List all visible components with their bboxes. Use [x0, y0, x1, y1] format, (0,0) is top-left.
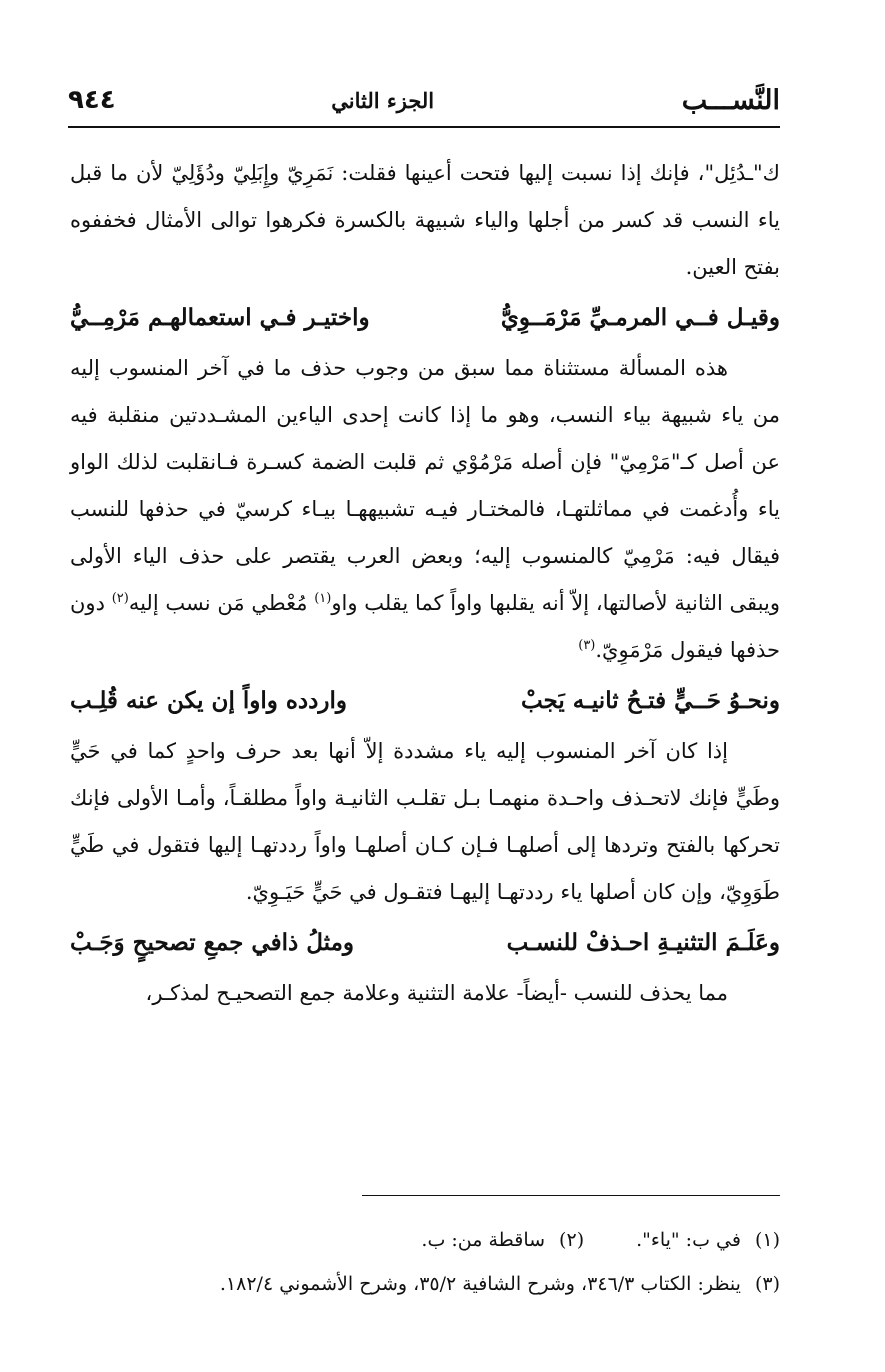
paragraph-4: مما يحذف للنسب -أيضاً- علامة التثنية وعلامة جمع التصحيـح لمذكـر،: [145, 981, 728, 1005]
header-divider: [68, 126, 780, 128]
verse-1-first-hemistich: وقيـل فــي المرمـيِّ مَرْمَــوِيُّ: [500, 304, 780, 331]
footnote-2-number: (٢): [559, 1229, 585, 1251]
verse-3-first-hemistich: وعَلَـمَ التثنيـةِ احـذفْ للنسـب: [506, 929, 780, 956]
verse-1-second-hemistich: واختيـر فـي استعمالهـم مَرْمِــيُّ: [70, 304, 370, 331]
paragraph-2: [70, 345, 780, 674]
verse-1: [70, 291, 780, 345]
chapter-title: النَّســـب: [681, 84, 780, 116]
footnotes: [70, 1218, 780, 1306]
verse-2-first-hemistich: ونحـوُ حَــيٍّ فتـحُ ثانيـه يَجبْ: [520, 687, 780, 714]
verse-3-second-hemistich: ومثلُ ذافي جمعِ تصحيحٍ وَجَـبْ: [70, 929, 354, 956]
verse-2-second-hemistich: واردده واواً إن يكن عنه قُلِـب: [70, 687, 347, 714]
paragraph-3: إذا كان آخر المنسوب إليه ياء مشددة إلاّ أنها بعد حرف واحدٍ كما في حَيٍّ وطَيٍّ فإنك لاتحـذف واحـدة منهمـا بـل تقلـب الثانيـة واواً مطلقـاً، وأمـا الأولى فإنك تحركها بالفتح وتردها إلى أصلهـا فـإن كـان أصلهـا واواً رددتهـا إليها فتقول في طَيٍّ طَوَوِيّ، وإن كان أصلها ياء رددتهـا إليهـا فتقـول في حَيٍّ حَيَـوِيّ.: [70, 739, 780, 904]
footnote-2: [421, 1218, 584, 1262]
paragraph-2-text: هذه المسألة مستثناة مما سبق من وجوب حذف ما في آخر المنسوب إليه من ياء شبيهة بياء النسب، وهو ما إذا كانت إحدى الياءين المشـددتين منقلبة فيه عن أصل كـ"مَرْمِيّ" فإن أصله مَرْمُوْي ثم قلبت الضمة كسـرة فـانقلبت لذلك الواو ياء وأُدغمت في مماثلتهـا، فالمختـار فيـه تشبيههـا بيـاء كرسيّ في حذفها للنسب فيقال فيه: مَرْمِيّ كالمنسوب إليه؛ وبعض العرب يقتصر على حذف الياء الأولى ويبقى الثانية لأصالتها، إلاّ أنه يقلبها واواً كما يقلب واو: [70, 356, 780, 615]
footnote-3-text: ينظر: الكتاب ٣٤٦/٣، وشرح الشافية ٣٥/٢، وشرح الأشموني ١٨٢/٤.: [219, 1273, 741, 1295]
page-body: [70, 150, 780, 1017]
footnote-1: [636, 1218, 780, 1262]
footnote-row-2: [70, 1262, 780, 1306]
footnote-ref-2[interactable]: (٢): [111, 591, 129, 606]
footnote-3-number: (٣): [754, 1273, 780, 1295]
verse-3: [70, 916, 780, 970]
paragraph-1: ك"ـدُئِل"، فإنك إذا نسبت إليها فتحت أعينها فقلت: نَمَرِيّ وإِبَلِيّ ودُؤَلِيّ لأن ما قبل ياء النسب قد كسر من أجلها والياء شبيهة بالكسرة فكرهوا توالى الأمثال فخففوه بفتح العين.: [70, 161, 780, 279]
footnote-1-number: (١): [754, 1229, 780, 1251]
paragraph-2-tail: مُعْطي مَن نسب إليه: [128, 591, 308, 615]
footnote-ref-1[interactable]: (١): [314, 591, 332, 606]
footnote-3: [220, 1262, 780, 1306]
paragraph-2-end: دون حذفها فيقول مَرْمَوِيّ.: [70, 591, 780, 662]
footnote-2-text: ساقطة من: ب.: [421, 1229, 546, 1251]
footnote-ref-3[interactable]: (٣): [578, 638, 596, 653]
verse-2: [70, 674, 780, 728]
footnote-1-text: في ب: "ياء".: [636, 1229, 741, 1251]
page-header: [68, 78, 780, 122]
part-title: الجزء الثاني: [331, 87, 435, 113]
footnote-divider: [362, 1195, 780, 1196]
page-number: ٩٤٤: [68, 85, 116, 115]
footnote-row-1: [70, 1218, 780, 1262]
